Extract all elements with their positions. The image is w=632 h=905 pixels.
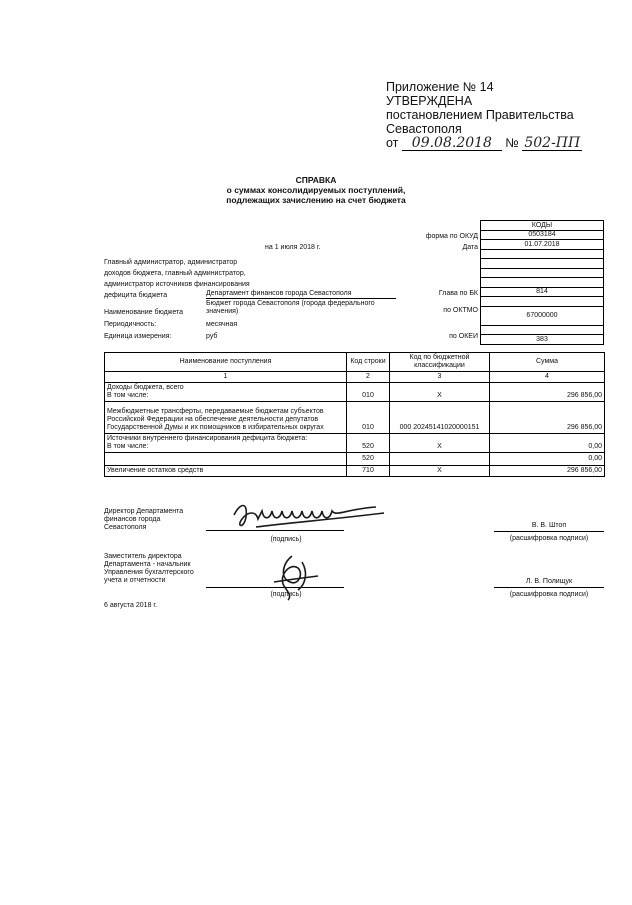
date-prefix: от [386,136,399,150]
date-code: 01.07.2018 [481,240,604,250]
approval-line-2: УТВЕРЖДЕНА [386,94,473,108]
col-header-kbk: Код по бюджетной классификации [390,353,490,372]
oktmo-label: по ОКТМО [443,307,478,314]
row-kbk: X [390,383,490,402]
row-kbk: X [390,466,490,477]
admin-label-line-4: дефицита бюджета [104,292,168,299]
main-table [104,352,605,477]
doc-title-line-3: подлежащих зачислению на счет бюджета [226,195,406,205]
row-name [105,434,347,453]
table-header-row [105,353,605,372]
deputy-name-caption: (расшифровка подписи) [509,591,589,598]
blank-code [481,259,604,269]
admin-value: Департамент финансов города Севастополя [206,290,396,299]
admin-label-line-1: Главный администратор, администратор [104,259,238,266]
approval-block [386,80,582,151]
row-sum: 296 856,00 [490,466,605,477]
row-name-line: Российской Федерации на обеспечение деятельности депутатов [107,416,319,423]
oktmo-code: 67000000 [481,306,604,325]
date-label: Дата [462,244,478,251]
row-name-line: В том числе: [107,392,149,399]
okud-label: форма по ОКУД [425,233,478,240]
deputy-name: Л. В. Полищук [525,578,573,585]
doc-title-line-2: о суммах консолидируемых поступлений, [226,185,406,195]
row-code: 520 [347,434,390,453]
row-name [105,453,347,466]
approval-line-1: Приложение № 14 [386,80,494,94]
col-number: 1 [105,372,347,383]
row-name-line: Межбюджетные трансферты, передаваемые бюджетам субъектов [107,408,324,415]
unit-value: руб [206,333,218,340]
budget-value [206,300,396,316]
table-row [105,453,605,466]
okud-code: 0503184 [481,230,604,240]
director-title [104,508,183,532]
deputy-title-line: Департамента - начальник [104,561,191,568]
deputy-title-line: Заместитель директора [104,553,182,560]
director-name-line [494,531,604,532]
admin-label-line-3: администратор источников финансирования [104,281,250,288]
blank-code [481,268,604,278]
col-header-code: Код строки [347,353,390,372]
unit-label: Единица измерения: [104,333,172,340]
report-date: на 1 июля 2018 г. [265,244,321,251]
table-colnum-row [105,372,605,383]
bk-label: Глава по БК [438,290,478,297]
period-label: Периодичность: [104,321,157,328]
row-kbk [390,453,490,466]
row-sum: 296 856,00 [490,383,605,402]
blank-code [481,297,604,307]
doc-title-line-1: СПРАВКА [295,175,337,185]
budget-value-line-2: значения) [206,308,239,315]
row-code: 520 [347,453,390,466]
admin-label-line-2: доходов бюджета, главный администратор, [104,270,246,277]
row-name [105,402,347,434]
row-name: Увеличение остатков средств [105,466,347,477]
row-name-line: В том числе: [107,443,149,450]
director-name: В. В. Штоп [531,522,567,529]
director-title-line: Директор Департамента [104,508,184,515]
table-row [105,466,605,477]
okei-label: по ОКЕИ [449,333,478,340]
row-kbk: 000 20245141020000151 [390,402,490,434]
row-sum: 0,00 [490,453,605,466]
row-sum: 0,00 [490,434,605,453]
director-title-line: финансов города [104,516,161,523]
codes-header: КОДЫ [481,221,604,231]
blank-code [481,278,604,288]
number-prefix: № [505,136,519,150]
director-title-line: Севастополя [104,524,147,531]
deputy-title [104,553,194,585]
row-name-line: Государственной Думы и их помощников в избирательных округах [107,424,324,431]
blank-code [481,325,604,335]
row-name-line: Источники внутреннего финансирования дефицита бюджета: [107,435,308,442]
deputy-sign-caption: (подпись) [270,591,302,598]
okei-code: 383 [481,335,604,345]
budget-value-line-1: Бюджет города Севастополя (города федерального [206,300,375,307]
table-row [105,402,605,434]
codes-table [480,220,604,345]
row-name-line: Доходы бюджета, всего [107,384,184,391]
bk-code: 814 [481,287,604,297]
approval-line-4: Севастополя [386,122,462,136]
table-row [105,434,605,453]
approval-number-handwritten: 502-ПП [522,136,582,151]
deputy-title-line: Управления бухгалтерского [104,569,194,576]
doc-title [0,175,632,205]
col-header-name: Наименование поступления [105,353,347,372]
blank-code [481,249,604,259]
row-code: 010 [347,383,390,402]
director-sign-caption: (подпись) [270,536,302,543]
col-header-sum: Сумма [490,353,605,372]
row-kbk: X [390,434,490,453]
approval-date-line [386,136,582,151]
director-name-caption: (расшифровка подписи) [509,535,589,542]
row-name [105,383,347,402]
sign-date: 6 августа 2018 г. [104,602,158,609]
approval-date-handwritten: 09.08.2018 [402,136,502,151]
approval-line-3: постановлением Правительства [386,108,574,122]
col-number: 4 [490,372,605,383]
row-sum: 296 856,00 [490,402,605,434]
row-code: 710 [347,466,390,477]
col-number: 2 [347,372,390,383]
table-row [105,383,605,402]
row-code: 010 [347,402,390,434]
col-number: 3 [390,372,490,383]
deputy-title-line: учета и отчетности [104,577,166,584]
budget-label: Наименование бюджета [104,309,184,316]
director-signature [226,497,396,537]
deputy-name-line [494,587,604,588]
period-value: месячная [206,321,238,328]
